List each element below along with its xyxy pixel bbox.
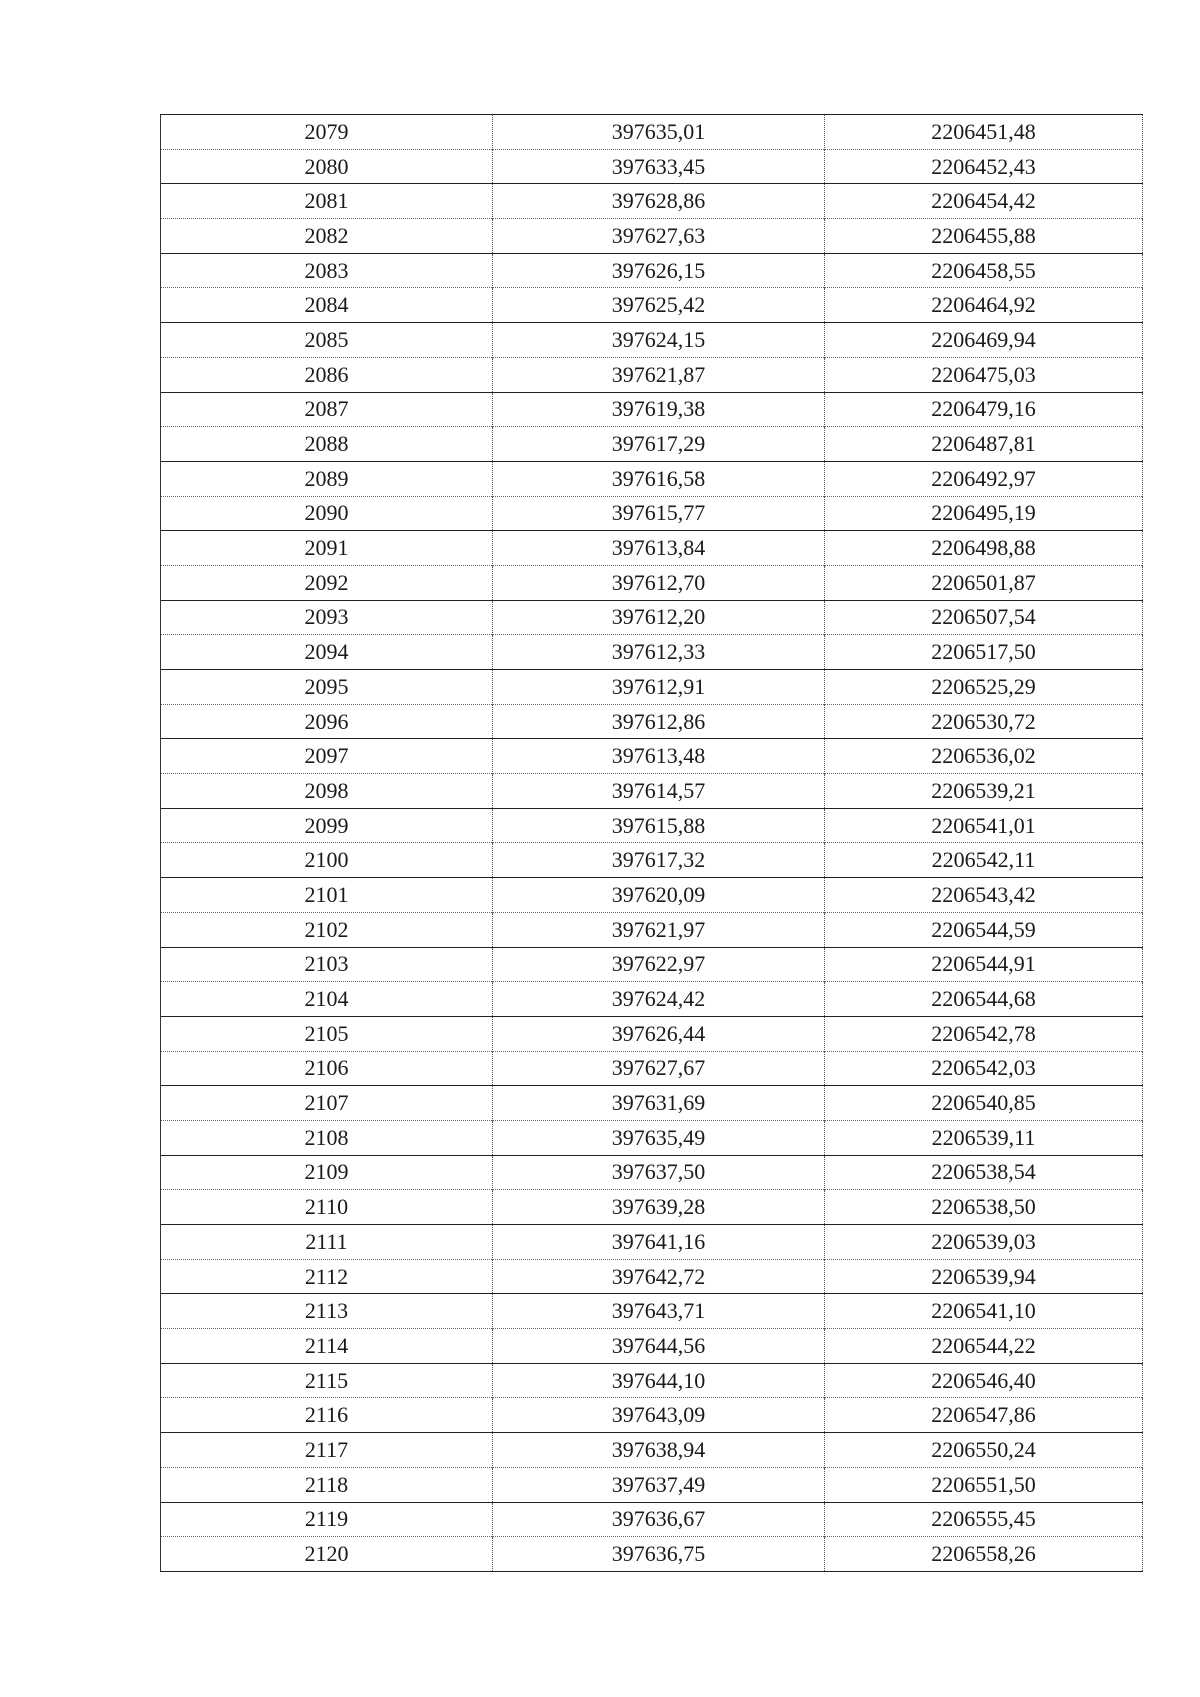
y-coordinate-cell: 2206469,94	[825, 323, 1143, 358]
y-coordinate-cell: 2206539,21	[825, 774, 1143, 809]
x-coordinate-cell: 397617,29	[493, 427, 825, 462]
table-row	[161, 219, 1143, 254]
point-number-cell: 2091	[161, 531, 493, 566]
y-coordinate-cell: 2206487,81	[825, 427, 1143, 462]
x-coordinate-cell: 397642,72	[493, 1259, 825, 1294]
point-number-cell: 2080	[161, 149, 493, 184]
x-coordinate-cell: 397643,71	[493, 1294, 825, 1329]
coordinates-table-body	[161, 115, 1143, 1572]
table-row	[161, 392, 1143, 427]
point-number-cell: 2119	[161, 1502, 493, 1537]
point-number-cell: 2118	[161, 1467, 493, 1502]
point-number-cell: 2082	[161, 219, 493, 254]
table-row	[161, 878, 1143, 913]
table-row	[161, 1259, 1143, 1294]
y-coordinate-cell: 2206542,03	[825, 1051, 1143, 1086]
point-number-cell: 2089	[161, 461, 493, 496]
y-coordinate-cell: 2206501,87	[825, 565, 1143, 600]
point-number-cell: 2110	[161, 1190, 493, 1225]
x-coordinate-cell: 397627,67	[493, 1051, 825, 1086]
x-coordinate-cell: 397644,56	[493, 1329, 825, 1364]
x-coordinate-cell: 397636,75	[493, 1537, 825, 1572]
y-coordinate-cell: 2206551,50	[825, 1467, 1143, 1502]
point-number-cell: 2096	[161, 704, 493, 739]
table-row	[161, 739, 1143, 774]
y-coordinate-cell: 2206544,91	[825, 947, 1143, 982]
table-row	[161, 1329, 1143, 1364]
table-row	[161, 808, 1143, 843]
table-row	[161, 1294, 1143, 1329]
x-coordinate-cell: 397614,57	[493, 774, 825, 809]
y-coordinate-cell: 2206452,43	[825, 149, 1143, 184]
table-row	[161, 1190, 1143, 1225]
point-number-cell: 2117	[161, 1433, 493, 1468]
point-number-cell: 2088	[161, 427, 493, 462]
x-coordinate-cell: 397643,09	[493, 1398, 825, 1433]
y-coordinate-cell: 2206458,55	[825, 253, 1143, 288]
y-coordinate-cell: 2206451,48	[825, 115, 1143, 150]
table-row	[161, 947, 1143, 982]
x-coordinate-cell: 397612,70	[493, 565, 825, 600]
point-number-cell: 2079	[161, 115, 493, 150]
y-coordinate-cell: 2206454,42	[825, 184, 1143, 219]
y-coordinate-cell: 2206507,54	[825, 600, 1143, 635]
y-coordinate-cell: 2206541,10	[825, 1294, 1143, 1329]
x-coordinate-cell: 397620,09	[493, 878, 825, 913]
y-coordinate-cell: 2206517,50	[825, 635, 1143, 670]
point-number-cell: 2106	[161, 1051, 493, 1086]
x-coordinate-cell: 397631,69	[493, 1086, 825, 1121]
point-number-cell: 2116	[161, 1398, 493, 1433]
table-row	[161, 253, 1143, 288]
x-coordinate-cell: 397613,48	[493, 739, 825, 774]
table-row	[161, 496, 1143, 531]
y-coordinate-cell: 2206539,94	[825, 1259, 1143, 1294]
x-coordinate-cell: 397612,91	[493, 670, 825, 705]
table-row	[161, 1537, 1143, 1572]
point-number-cell: 2102	[161, 912, 493, 947]
y-coordinate-cell: 2206540,85	[825, 1086, 1143, 1121]
table-row	[161, 1363, 1143, 1398]
point-number-cell: 2099	[161, 808, 493, 843]
x-coordinate-cell: 397627,63	[493, 219, 825, 254]
table-row	[161, 1120, 1143, 1155]
point-number-cell: 2109	[161, 1155, 493, 1190]
x-coordinate-cell: 397617,32	[493, 843, 825, 878]
y-coordinate-cell: 2206544,59	[825, 912, 1143, 947]
point-number-cell: 2114	[161, 1329, 493, 1364]
point-number-cell: 2101	[161, 878, 493, 913]
y-coordinate-cell: 2206544,68	[825, 982, 1143, 1017]
x-coordinate-cell: 397619,38	[493, 392, 825, 427]
x-coordinate-cell: 397616,58	[493, 461, 825, 496]
point-number-cell: 2100	[161, 843, 493, 878]
table-row	[161, 1502, 1143, 1537]
y-coordinate-cell: 2206558,26	[825, 1537, 1143, 1572]
table-row	[161, 149, 1143, 184]
x-coordinate-cell: 397621,97	[493, 912, 825, 947]
x-coordinate-cell: 397626,15	[493, 253, 825, 288]
x-coordinate-cell: 397641,16	[493, 1225, 825, 1260]
point-number-cell: 2095	[161, 670, 493, 705]
table-row	[161, 357, 1143, 392]
point-number-cell: 2112	[161, 1259, 493, 1294]
table-row	[161, 1467, 1143, 1502]
point-number-cell: 2090	[161, 496, 493, 531]
point-number-cell: 2097	[161, 739, 493, 774]
x-coordinate-cell: 397615,77	[493, 496, 825, 531]
point-number-cell: 2098	[161, 774, 493, 809]
table-row	[161, 461, 1143, 496]
y-coordinate-cell: 2206555,45	[825, 1502, 1143, 1537]
point-number-cell: 2115	[161, 1363, 493, 1398]
point-number-cell: 2087	[161, 392, 493, 427]
point-number-cell: 2107	[161, 1086, 493, 1121]
x-coordinate-cell: 397635,01	[493, 115, 825, 150]
x-coordinate-cell: 397624,42	[493, 982, 825, 1017]
y-coordinate-cell: 2206538,50	[825, 1190, 1143, 1225]
point-number-cell: 2084	[161, 288, 493, 323]
point-number-cell: 2113	[161, 1294, 493, 1329]
point-number-cell: 2094	[161, 635, 493, 670]
table-row	[161, 1155, 1143, 1190]
y-coordinate-cell: 2206530,72	[825, 704, 1143, 739]
point-number-cell: 2093	[161, 600, 493, 635]
x-coordinate-cell: 397639,28	[493, 1190, 825, 1225]
point-number-cell: 2111	[161, 1225, 493, 1260]
y-coordinate-cell: 2206536,02	[825, 739, 1143, 774]
y-coordinate-cell: 2206539,11	[825, 1120, 1143, 1155]
table-row	[161, 670, 1143, 705]
y-coordinate-cell: 2206546,40	[825, 1363, 1143, 1398]
point-number-cell: 2108	[161, 1120, 493, 1155]
x-coordinate-cell: 397637,50	[493, 1155, 825, 1190]
x-coordinate-cell: 397638,94	[493, 1433, 825, 1468]
table-row	[161, 1086, 1143, 1121]
table-row	[161, 982, 1143, 1017]
x-coordinate-cell: 397613,84	[493, 531, 825, 566]
x-coordinate-cell: 397628,86	[493, 184, 825, 219]
point-number-cell: 2086	[161, 357, 493, 392]
table-row	[161, 635, 1143, 670]
y-coordinate-cell: 2206543,42	[825, 878, 1143, 913]
table-row	[161, 1433, 1143, 1468]
y-coordinate-cell: 2206492,97	[825, 461, 1143, 496]
x-coordinate-cell: 397644,10	[493, 1363, 825, 1398]
table-row	[161, 1016, 1143, 1051]
x-coordinate-cell: 397625,42	[493, 288, 825, 323]
table-row	[161, 323, 1143, 358]
point-number-cell: 2105	[161, 1016, 493, 1051]
y-coordinate-cell: 2206542,78	[825, 1016, 1143, 1051]
table-row	[161, 1225, 1143, 1260]
table-row	[161, 115, 1143, 150]
point-number-cell: 2085	[161, 323, 493, 358]
table-row	[161, 843, 1143, 878]
y-coordinate-cell: 2206479,16	[825, 392, 1143, 427]
table-row	[161, 1051, 1143, 1086]
table-row	[161, 427, 1143, 462]
x-coordinate-cell: 397612,20	[493, 600, 825, 635]
table-row	[161, 184, 1143, 219]
point-number-cell: 2081	[161, 184, 493, 219]
y-coordinate-cell: 2206464,92	[825, 288, 1143, 323]
y-coordinate-cell: 2206455,88	[825, 219, 1143, 254]
x-coordinate-cell: 397624,15	[493, 323, 825, 358]
table-row	[161, 774, 1143, 809]
point-number-cell: 2083	[161, 253, 493, 288]
point-number-cell: 2104	[161, 982, 493, 1017]
y-coordinate-cell: 2206547,86	[825, 1398, 1143, 1433]
x-coordinate-cell: 397636,67	[493, 1502, 825, 1537]
x-coordinate-cell: 397633,45	[493, 149, 825, 184]
x-coordinate-cell: 397626,44	[493, 1016, 825, 1051]
y-coordinate-cell: 2206495,19	[825, 496, 1143, 531]
x-coordinate-cell: 397612,86	[493, 704, 825, 739]
x-coordinate-cell: 397621,87	[493, 357, 825, 392]
point-number-cell: 2092	[161, 565, 493, 600]
y-coordinate-cell: 2206525,29	[825, 670, 1143, 705]
point-number-cell: 2120	[161, 1537, 493, 1572]
table-row	[161, 1398, 1143, 1433]
y-coordinate-cell: 2206541,01	[825, 808, 1143, 843]
table-row	[161, 704, 1143, 739]
table-row	[161, 912, 1143, 947]
y-coordinate-cell: 2206544,22	[825, 1329, 1143, 1364]
table-row	[161, 600, 1143, 635]
y-coordinate-cell: 2206475,03	[825, 357, 1143, 392]
x-coordinate-cell: 397622,97	[493, 947, 825, 982]
y-coordinate-cell: 2206550,24	[825, 1433, 1143, 1468]
table-row	[161, 531, 1143, 566]
table-row	[161, 565, 1143, 600]
x-coordinate-cell: 397635,49	[493, 1120, 825, 1155]
y-coordinate-cell: 2206539,03	[825, 1225, 1143, 1260]
y-coordinate-cell: 2206538,54	[825, 1155, 1143, 1190]
x-coordinate-cell: 397615,88	[493, 808, 825, 843]
x-coordinate-cell: 397612,33	[493, 635, 825, 670]
point-number-cell: 2103	[161, 947, 493, 982]
y-coordinate-cell: 2206542,11	[825, 843, 1143, 878]
table-row	[161, 288, 1143, 323]
x-coordinate-cell: 397637,49	[493, 1467, 825, 1502]
coordinates-table	[160, 114, 1143, 1572]
y-coordinate-cell: 2206498,88	[825, 531, 1143, 566]
